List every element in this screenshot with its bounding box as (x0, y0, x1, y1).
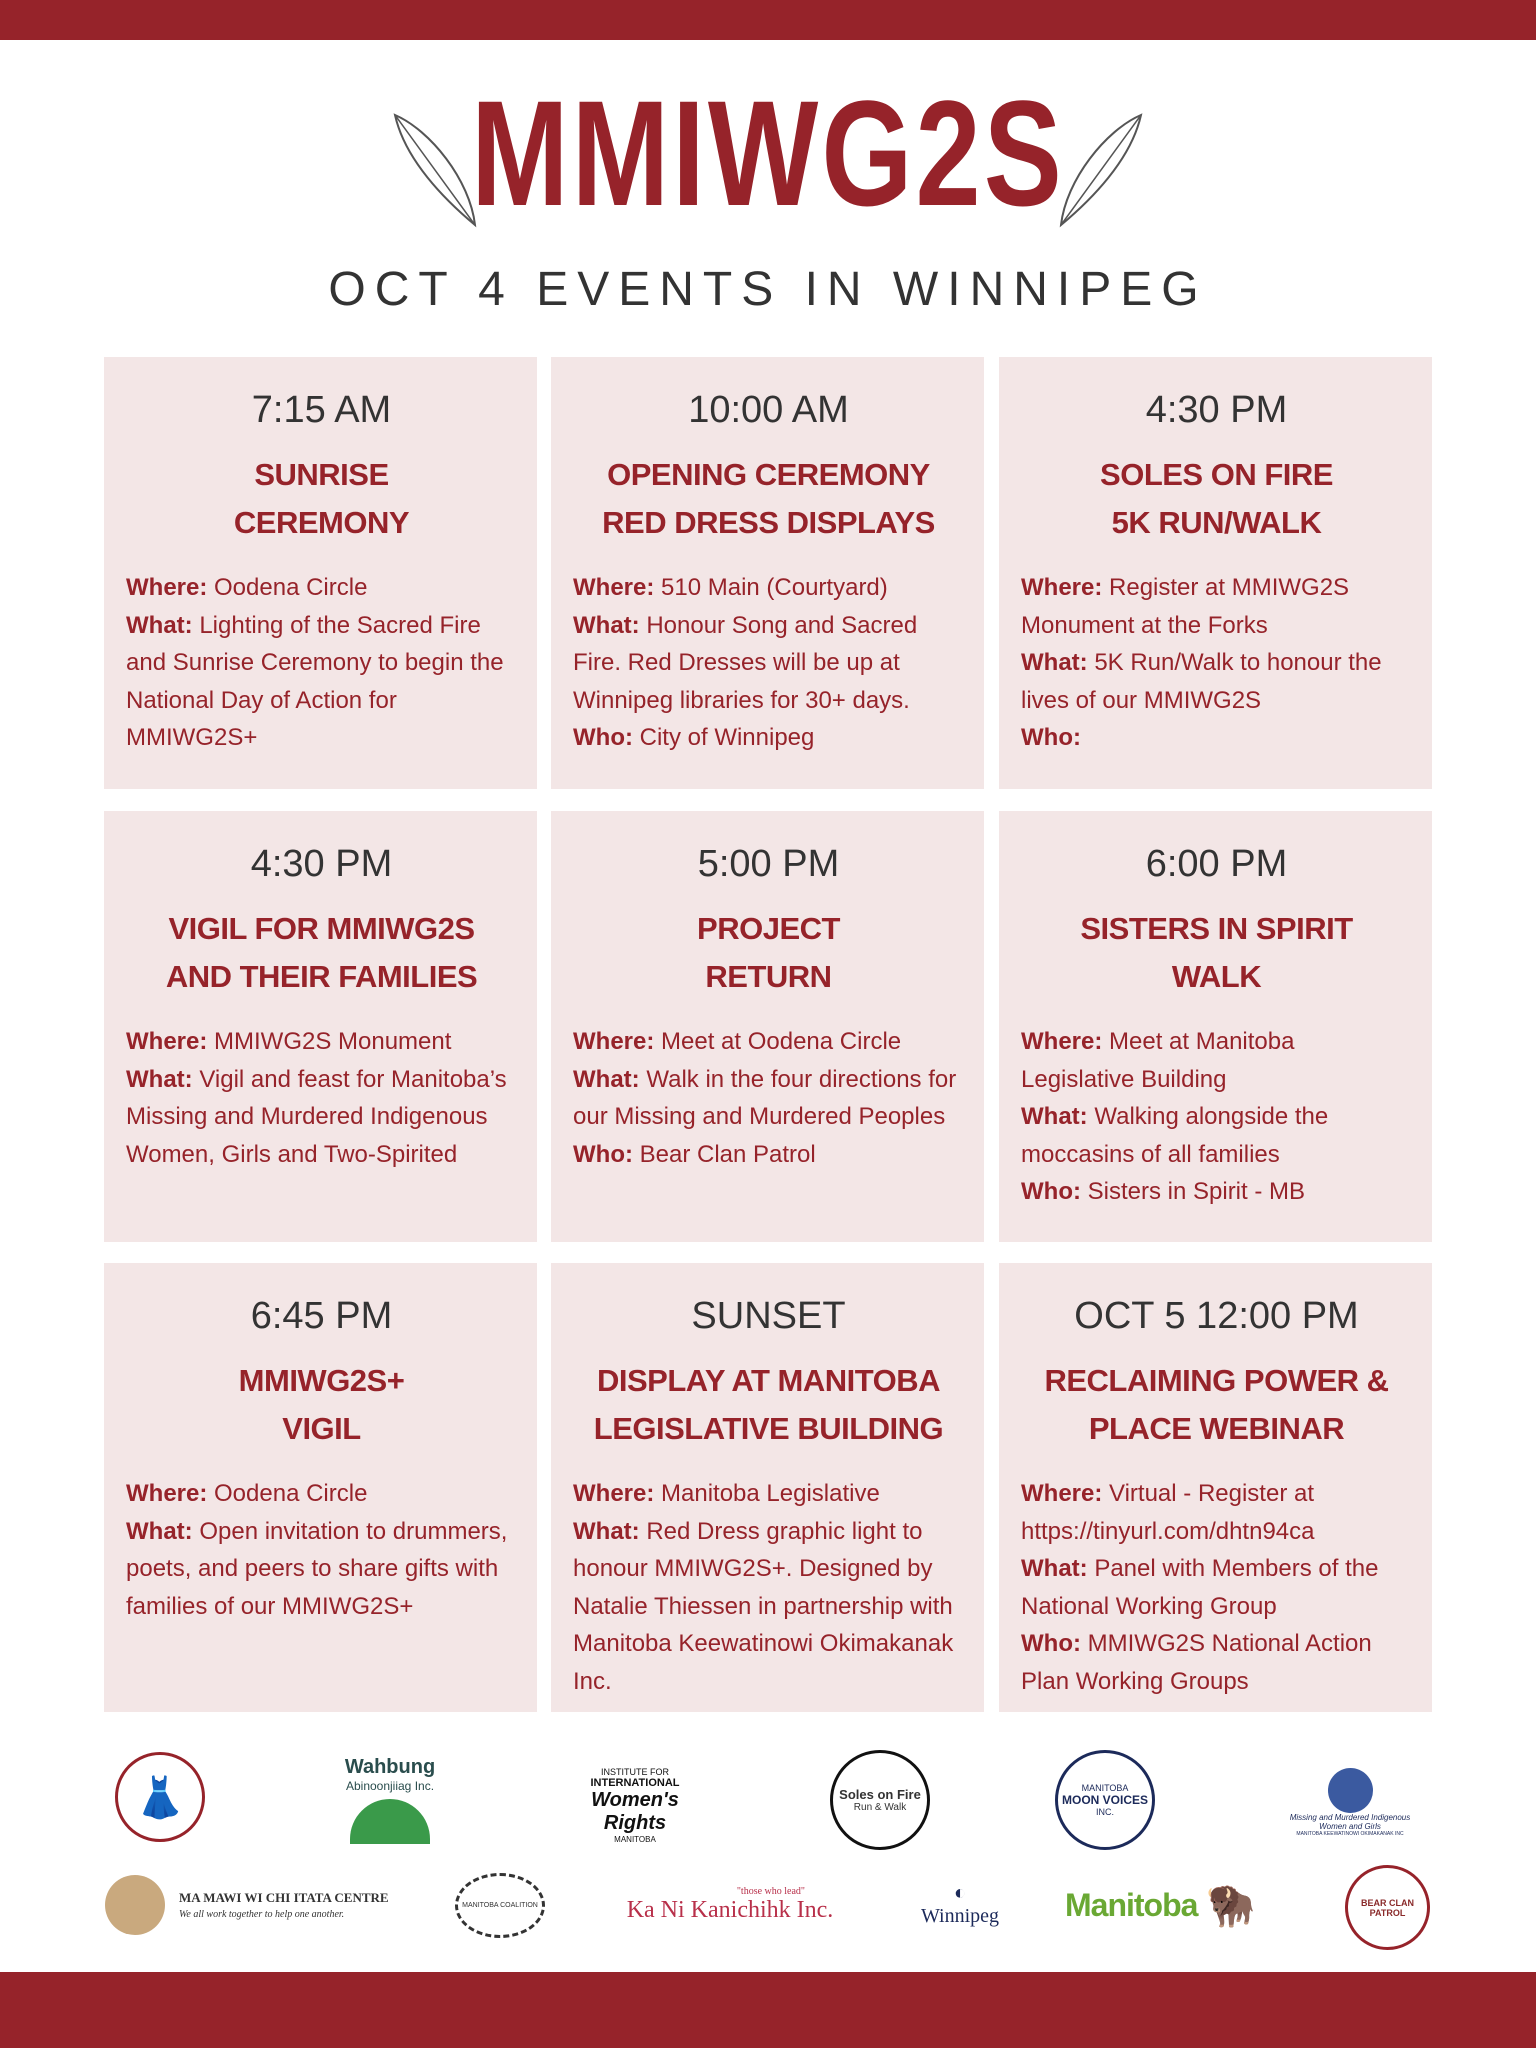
event-where: MMIWG2S Monument (214, 1028, 452, 1055)
wahbung-logo: Wahbung Abinoonjiiag Inc. (330, 1745, 450, 1855)
event-what: Panel with Members of the National Working Group (1021, 1555, 1379, 1620)
event-details (573, 1475, 964, 1700)
event-card (104, 811, 537, 1242)
event-what: Walking alongside the moccasins of all families (1021, 1103, 1329, 1168)
red-dress-icon: 👗 (135, 1775, 185, 1820)
event-title: MMIWG2S+ VIGIL (238, 1363, 405, 1446)
bear-clan-logo: BEAR CLAN PATROL (1345, 1865, 1430, 1950)
event-details (1021, 1023, 1412, 1211)
event-details (573, 1023, 964, 1173)
event-details (126, 1023, 517, 1173)
event-time: 6:00 PM (1145, 843, 1288, 885)
event-where: Meet at Oodena Circle (661, 1028, 902, 1055)
event-time: 6:45 PM (250, 1295, 393, 1337)
moon-voices-logo: MANITOBA MOON VOICES INC. (1055, 1750, 1155, 1850)
where-label: Where: (1021, 574, 1103, 601)
event-title: RECLAIMING POWER & PLACE WEBINAR (1044, 1363, 1389, 1446)
event-card (999, 811, 1432, 1242)
bottom-banner (0, 1972, 1536, 2048)
coalition-eagle-logo: MANITOBA COALITION (455, 1873, 545, 1938)
event-what: Open invitation to drummers, poets, and peers to share gifts with families of our MMIWG2S+ (126, 1517, 508, 1620)
what-label: What: (573, 1517, 640, 1545)
who-label: Who: (573, 1140, 633, 1168)
event-title: SOLES ON FIRE 5K RUN/WALK (1100, 457, 1333, 540)
where-label: Where: (573, 1480, 655, 1507)
event-what: Walk in the four directions for our Missing and Murdered Peoples (573, 1065, 957, 1130)
who-label: Who: (1021, 1178, 1081, 1205)
event-where: Meet at Manitoba Legislative Building (1021, 1028, 1295, 1093)
event-what: Red Dress graphic light to honour MMIWG2S+. Designed by Natalie Thiessen in partnership with Manitoba Keewatinowi Okimakanak Inc. (573, 1517, 954, 1695)
event-where: Oodena Circle (214, 574, 368, 601)
page-subtitle: OCT 4 EVENTS IN WINNIPEG (328, 263, 1208, 316)
who-label: Who: (1021, 1630, 1081, 1657)
winnipeg-logo: ◐ Winnipeg (920, 1882, 1000, 1927)
event-where: Manitoba Legislative (661, 1480, 880, 1507)
event-where: Virtual - Register at https://tinyurl.com/dhtn94ca (1021, 1480, 1315, 1545)
event-title: OPENING CEREMONY RED DRESS DISPLAYS (602, 457, 935, 540)
event-time: 4:30 PM (1145, 389, 1288, 431)
where-label: Where: (1021, 1028, 1103, 1055)
event-what: Vigil and feast for Manitoba’s Missing and Murdered Indigenous Women, Girls and Two-Spirited (126, 1065, 507, 1168)
top-banner (0, 0, 1536, 40)
event-time: 5:00 PM (697, 843, 840, 885)
event-time: SUNSET (691, 1295, 846, 1337)
event-title: DISPLAY AT MANITOBA LEGISLATIVE BUILDING (593, 1363, 944, 1446)
where-label: Where: (573, 1028, 655, 1055)
where-label: Where: (573, 574, 655, 601)
what-label: What: (573, 1065, 640, 1093)
page-title: MMIWG2S (471, 69, 1065, 237)
event-who: MMIWG2S National Action Plan Working Groups (1021, 1630, 1372, 1695)
event-details (1021, 1475, 1412, 1700)
event-card (551, 811, 984, 1242)
what-label: What: (1021, 649, 1088, 676)
ka-ni-kanichihk-logo: "those who lead" Ka Ni Kanichihk Inc. (626, 1886, 834, 1923)
event-card (999, 1263, 1432, 1712)
event-card (551, 357, 984, 789)
manitoba-logo: Manitoba 🦬 (1065, 1883, 1256, 1928)
event-where: 510 Main (Courtyard) (661, 574, 888, 601)
event-title: VIGIL FOR MMIWG2S AND THEIR FAMILIES (165, 911, 478, 994)
event-time: 4:30 PM (250, 843, 393, 885)
event-card (551, 1263, 984, 1712)
where-label: Where: (126, 1028, 208, 1055)
soles-on-fire-logo: Soles on Fire Run & Walk (830, 1750, 930, 1850)
event-card (104, 357, 537, 789)
event-where: Oodena Circle (214, 1480, 368, 1507)
who-label: Who: (573, 724, 633, 751)
event-what: Lighting of the Sacred Fire and Sunrise Ceremony to begin the National Day of Action for MMIWG2S+ (126, 611, 504, 751)
event-what: Honour Song and Sacred Fire. Red Dresses will be up at Winnipeg libraries for 30+ days. (573, 611, 918, 714)
what-label: What: (126, 1065, 193, 1093)
event-time: 7:15 AM (251, 389, 392, 431)
event-details (573, 569, 964, 757)
event-what: 5K Run/Walk to honour the lives of our MMIWG2S (1021, 649, 1382, 714)
what-label: What: (126, 611, 193, 639)
event-details (1021, 569, 1412, 757)
iiwr-logo: INSTITUTE FOR INTERNATIONAL Women's Rights MANITOBA (590, 1766, 680, 1844)
event-details (126, 569, 517, 757)
who-label: Who: (1021, 724, 1081, 751)
event-who: City of Winnipeg (639, 724, 815, 751)
event-title: SUNRISE CEREMONY (233, 457, 410, 540)
coalition-logo (115, 1752, 205, 1842)
event-title: SISTERS IN SPIRIT WALK (1080, 911, 1353, 994)
mmiwg-mko-logo: Missing and Murdered Indigenous Women and Girls MANITOBA KEEWATINOWI OKIMAKANAK INC (1275, 1755, 1425, 1850)
where-label: Where: (126, 1480, 208, 1507)
what-label: What: (126, 1517, 193, 1545)
event-card (999, 357, 1432, 789)
what-label: What: (573, 611, 640, 639)
bison-icon: 🦬 (1205, 1883, 1256, 1928)
event-time: 10:00 AM (688, 389, 849, 431)
what-label: What: (1021, 1555, 1088, 1582)
event-who: Sisters in Spirit - MB (1087, 1178, 1306, 1205)
where-label: Where: (1021, 1480, 1103, 1507)
where-label: Where: (126, 574, 208, 601)
event-details (126, 1475, 517, 1625)
ma-mawi-logo: MA MAWI WI CHI ITATA CENTRE We all work together to help one another. (105, 1875, 405, 1935)
event-time: OCT 5 12:00 PM (1074, 1295, 1359, 1337)
event-who: Bear Clan Patrol (639, 1140, 816, 1168)
what-label: What: (1021, 1103, 1088, 1130)
event-title: PROJECT RETURN (697, 911, 840, 994)
event-card (104, 1263, 537, 1712)
event-where: Register at MMIWG2S Monument at the Forks (1021, 574, 1350, 639)
